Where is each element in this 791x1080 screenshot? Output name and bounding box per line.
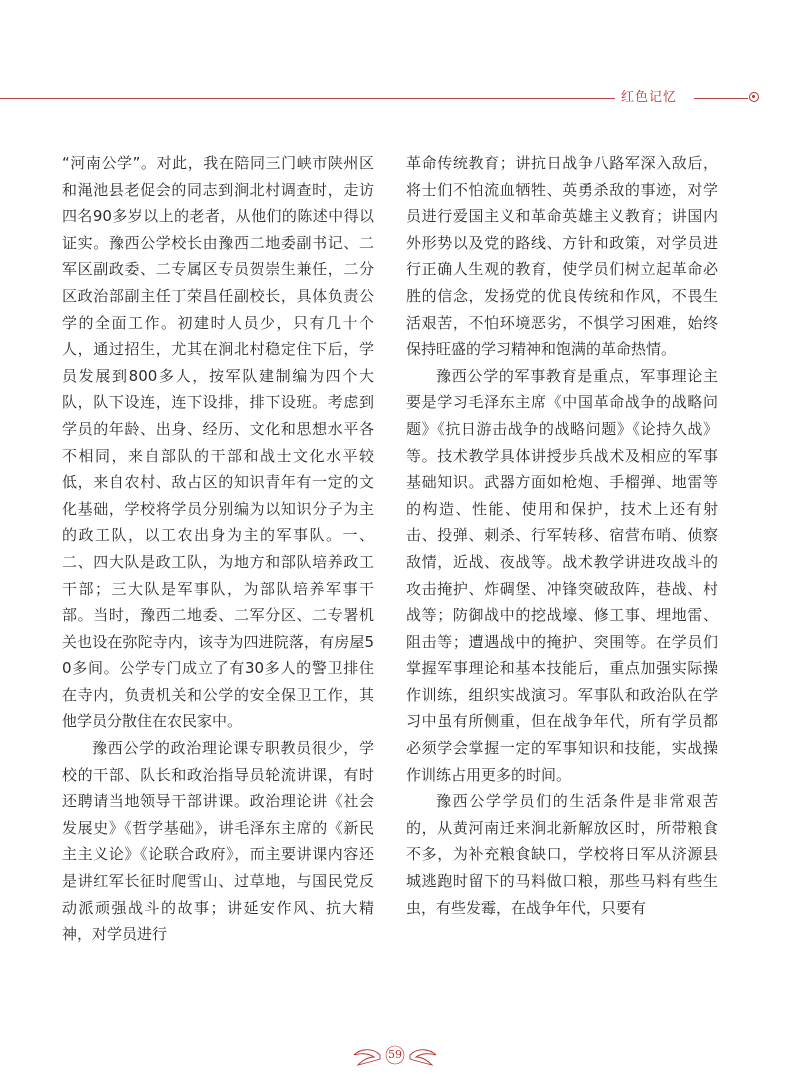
section-title: 红色记忆 [621,90,678,105]
page-number: 59 [388,1048,402,1061]
page-footer [340,1043,450,1073]
target-circle-icon [749,92,759,102]
right-paragraph-2: 豫西公学的军事教育是重点，军事理论主要是学习毛泽东主席《中国革命战争的战略问题》《抗日游击战争的战略问题》《论持久战》等。技术教学具体讲授步兵战术及相应的军事基础知识。武器方面如枪炮、手榴弹、地雷等的构造、性能、使用和保护，技术上还有射击、投弹、刺杀、行军转移、宿营布哨、侦察敌情，近战、夜战等。战术教学讲进攻战斗的攻击掩护、炸碉堡、冲锋突破敌阵，巷战、村战等；防御战中的挖战壕、修工事、埋地雷、阻击等；遭遇战中的掩护、突围等。在学员们掌握军事理论和基本技能后，重点加强实际操作训练，组织实战演习。军事队和政治队在学习中虽有所侧重，但在战争年代，所有学员都必须学会掌握一定的军事知识和技能，实战操作训练占用更多的时间。 [406,366,718,784]
header-rule-left [0,98,615,99]
left-column [62,150,374,948]
left-paragraph-2: 豫西公学的政治理论课专职教员很少，学校的干部、队长和政治指导员轮流讲课，有时还聘请当地领导干部讲课。政治理论讲《社会发展史》《哲学基础》，讲毛泽东主席的《新民主主义论》《论联合政府》，而主要讲课内容还是讲红军长征时爬雪山、过草地，与国民党反动派顽强战斗的故事；讲延安作风、抗大精神，对学员进行 [62,739,374,944]
right-column [406,150,718,921]
right-paragraph-1: 革命传统教育；讲抗日战争八路军深入敌后，将士们不怕流血牺牲、英勇杀敌的事迹，对学员进行爱国主义和革命英雄主义教育；讲国内外形势以及党的路线、方针和政策，对学员进行正确人生观的教育，使学员们树立起革命必胜的信念，发扬党的优良传统和作风，不畏生活艰苦，不怕环境恶劣，不惧学习困难，始终保持旺盛的学习精神和饱满的革命热情。 [406,154,718,359]
right-paragraph-3: 豫西公学学员们的生活条件是非常艰苦的，从黄河南迁来涧北新解放区时，所带粮食不多，为补充粮食缺口，学校将日军从济源县城逃跑时留下的马料做口粮，那些马料有些生虫，有些发霉，在战争年代，只要有 [406,792,718,917]
left-paragraph-1: “河南公学”。对此，我在陪同三门峡市陕州区和渑池县老促会的同志到涧北村调查时，走访四名90多岁以上的老者，从他们的陈述中得以证实。豫西公学校长由豫西二地委副书记、二军区副政委、二专属区专员贺崇生兼任，二分区政治部副主任丁荣昌任副校长，具体负责公学的全面工作。初建时人员少，只有几十个人，通过招生，尤其在涧北村稳定住下后，学员发展到800多人，按军队建制编为四个大队，队下设连，连下设排，排下设班。考虑到学员的年龄、出身、经历、文化和思想水平各不相同，来自部队的干部和战士文化水平较低，来自农村、敌占区的知识青年有一定的文化基础，学校将学员分别编为以知识分子为主的政工队，以工农出身为主的军事队。一、二、四大队是政工队，为地方和部队培养政工干部；三大队是军事队，为部队培养军事干部。当时，豫西二地委、二军分区、二专署机关也设在弥陀寺内，该寺为四进院落，有房屋50多间。公学专门成立了有30多人的警卫排住在寺内，负责机关和公学的安全保卫工作，其他学员分散住在农民家中。 [62,154,374,731]
header-rule-right [694,98,748,99]
